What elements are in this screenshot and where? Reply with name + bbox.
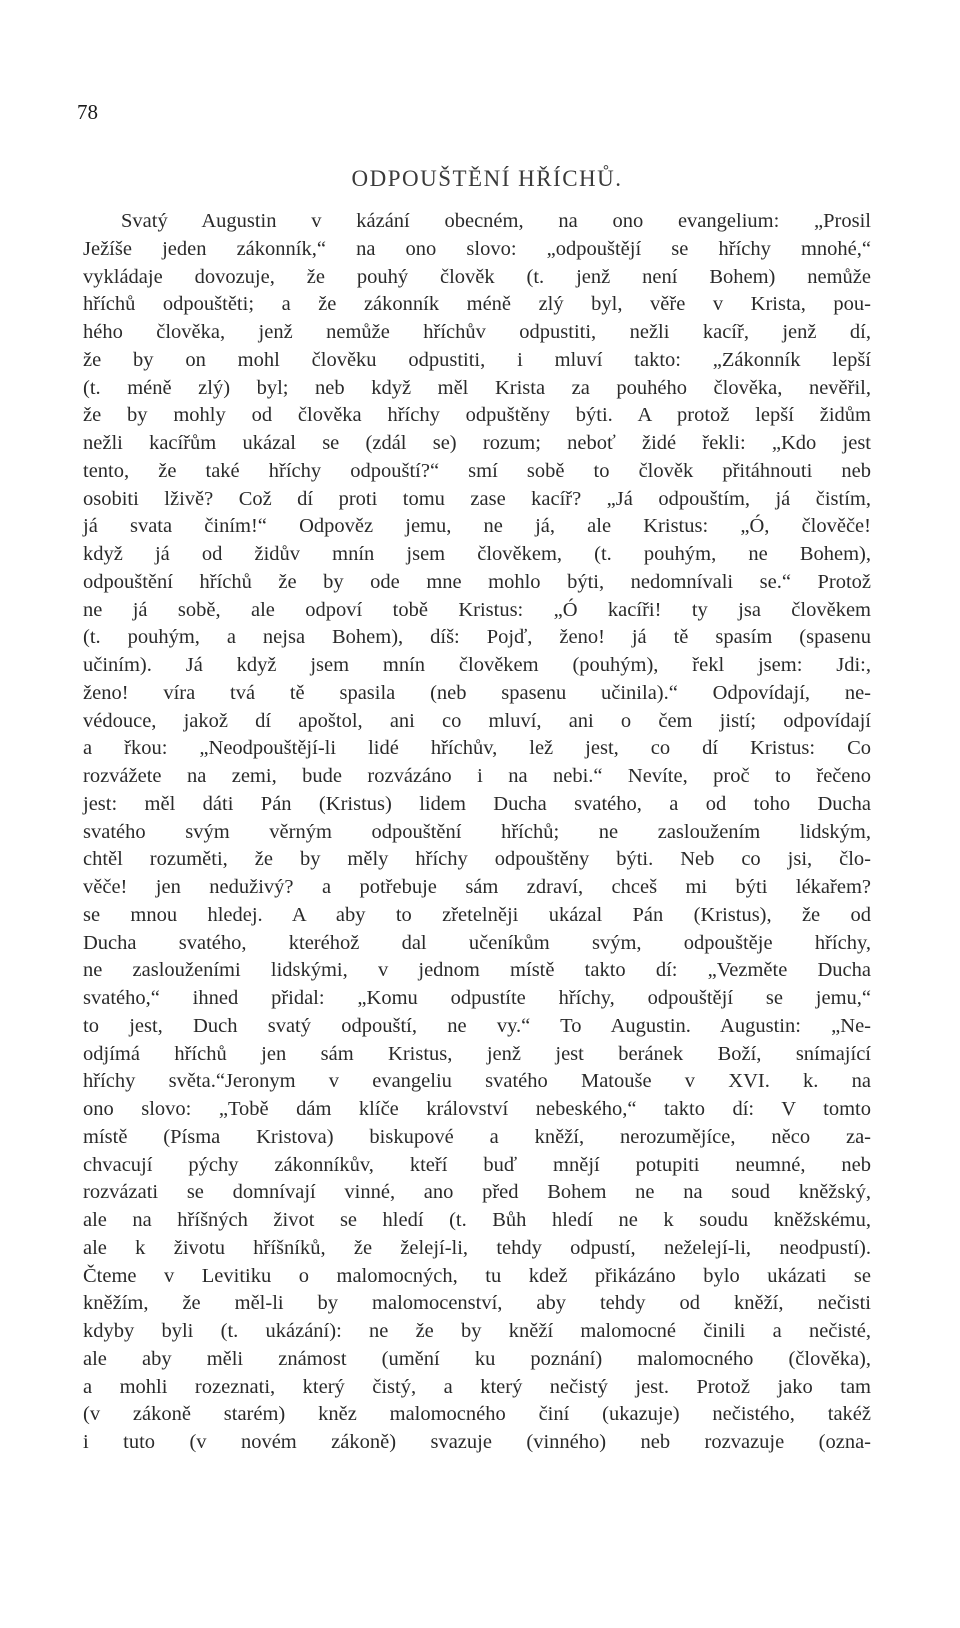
text-line: Ježíše jeden zákonník,“ na ono slovo: „odpouštějí se hříchy mnohé,“ bbox=[83, 237, 871, 260]
text-line: to jest, Duch svatý odpouští, ne vy.“ To Augustin. Augustin: „Ne- bbox=[83, 1014, 871, 1037]
text-line: ale na hříšných život se hledí (t. Bůh hledí ne k soudu kněžskému, bbox=[83, 1209, 871, 1231]
text-line: a mohli rozeznati, který čistý, a který nečistý jest. Protož jako tam bbox=[83, 1375, 871, 1398]
text-line: Svatý Augustin v kázání obecném, na ono evangelium: „Prosil bbox=[121, 210, 871, 232]
text-line: když já od židův mnín jsem člověkem, (t. pouhým, ne Bohem), bbox=[83, 543, 871, 565]
text-line: ženo! víra tvá tě spasila (neb spasenu učinila).“ Odpovídají, ne- bbox=[83, 681, 871, 704]
text-line: (v zákoně starém) kněz malomocného činí (ukazuje) nečistého, takéž bbox=[83, 1403, 871, 1426]
text-line: i tuto (v novém zákoně) svazuje (vinného) neb rozvazuje (ozna- bbox=[83, 1431, 871, 1453]
text-line: chvacují pýchy zákonníkův, kteří buď mnějí potupiti neumné, neb bbox=[83, 1153, 871, 1176]
text-line: tento, že také hříchy odpouští?“ smí sobě to člověk přitáhnouti neb bbox=[83, 459, 871, 482]
text-line: (t. pouhým, a nejsa Bohem), díš: Pojď, ženo! já tě spasím (spasenu bbox=[83, 626, 871, 649]
text-line: ono slovo: „Tobě dám klíče království nebeského,“ takto dí: V tomto bbox=[83, 1098, 871, 1120]
text-line: rozvážete na zemi, bude rozvázáno i na nebi.“ Nevíte, proč to řečeno bbox=[83, 765, 871, 787]
text-line: osobiti lživě? Což dí proti tomu zase kacíř? „Já odpouštím, já čistím, bbox=[83, 487, 871, 510]
text-line: (t. méně zlý) byl; neb když měl Krista za pouhého člověka, nevěřil, bbox=[83, 376, 871, 399]
text-line: Ducha svatého, kteréhož dal učeníkům svým, odpouštěje hříchy, bbox=[83, 931, 871, 954]
text-line: Čteme v Levitiku o malomocných, tu kdež přikázáno bylo ukázati se bbox=[83, 1264, 871, 1287]
text-line: ne já sobě, ale odpoví tobě Kristus: „Ó kacíři! ty jsa člověkem bbox=[83, 598, 871, 621]
text-line: svatého,“ ihned přidal: „Komu odpustíte hříchy, odpouštějí se jemu,“ bbox=[83, 987, 871, 1009]
text-line: nežli kacířům ukázal se (zdál se) rozum; neboť židé řekli: „Kdo jest bbox=[83, 432, 871, 454]
text-line: ale aby měli známost (umění ku poznání) malomocného (člověka), bbox=[83, 1347, 871, 1370]
text-line: já svata činím!“ Odpověz jemu, ne já, ale Kristus: „Ó, člověče! bbox=[83, 515, 871, 538]
text-line: místě (Písma Kristova) biskupové a kněží, nerozumějíce, něco za- bbox=[83, 1125, 871, 1148]
text-line: že by on mohl člověku odpustiti, i mluví takto: „Zákonník lepší bbox=[83, 348, 871, 371]
text-line: vykládaje dovozuje, že pouhý člověk (t. jenž není Bohem) nemůže bbox=[83, 265, 871, 288]
chapter-title: ODPOUŠTĚNÍ HŘÍCHŮ. bbox=[351, 166, 623, 191]
text-line: kněžím, že měl-li by malomocenství, aby tehdy od kněží, nečisti bbox=[83, 1292, 871, 1315]
text-line: učiním). Já když jsem mnín člověkem (pouhým), řekl jsem: Jdi:, bbox=[83, 654, 871, 676]
page-number: 78 bbox=[77, 100, 98, 124]
text-line: a řkou: „Neodpouštějí-li lidé hříchův, lež jest, co dí Kristus: Co bbox=[83, 737, 871, 760]
text-line: odpouštění hříchů že by ode mne mohlo býti, nedomnívali se.“ Protož bbox=[83, 570, 871, 593]
text-line: hříchů odpouštěti; a že zákonník méně zlý byl, věře v Krista, pou- bbox=[83, 293, 871, 316]
body-text bbox=[83, 208, 871, 1457]
text-line: chtěl rozuměti, že by měly hříchy odpouštěny býti. Neb co jsi, člo- bbox=[83, 848, 871, 871]
text-line: jest: měl dáti Pán (Kristus) lidem Ducha svatého, a od toho Ducha bbox=[83, 792, 871, 815]
text-line: se mnou hledej. A aby to zřetelněji ukázal Pán (Kristus), že od bbox=[83, 903, 871, 926]
text-line: hříchy světa.“Jeronym v evangeliu svatého Matouše v XVI. k. na bbox=[83, 1070, 871, 1093]
text-line: ne zaslouženími lidskými, v jednom místě takto dí: „Vezměte Ducha bbox=[83, 959, 871, 982]
text-line: hého člověka, jenž nemůže hříchův odpustiti, nežli kacíř, jenž dí, bbox=[83, 321, 871, 343]
text-line: věče! jen neduživý? a potřebuje sám zdraví, chceš mi býti lékařem? bbox=[83, 876, 871, 898]
text-line: odjímá hříchů jen sám Kristus, jenž jest beránek Boží, snímající bbox=[83, 1042, 871, 1065]
text-line: ale k životu hříšníků, že želejí-li, tehdy odpustí, neželejí-li, neodpustí). bbox=[83, 1236, 871, 1259]
text-line: svatého svým věrným odpouštění hříchů; ne zasloužením lidským, bbox=[83, 820, 871, 843]
text-line: že by mohly od člověka hříchy odpuštěny býti. A protož lepší židům bbox=[83, 404, 871, 427]
text-line: védouce, jakož dí apoštol, ani co mluví, ani o čem jistí; odpovídají bbox=[83, 709, 871, 732]
text-line: rozvázati se domnívají vinné, ano před Bohem ne na soud kněžský, bbox=[83, 1181, 871, 1204]
text-line: kdyby byli (t. ukázání): ne že by kněží malomocné činili a nečisté, bbox=[83, 1320, 871, 1342]
